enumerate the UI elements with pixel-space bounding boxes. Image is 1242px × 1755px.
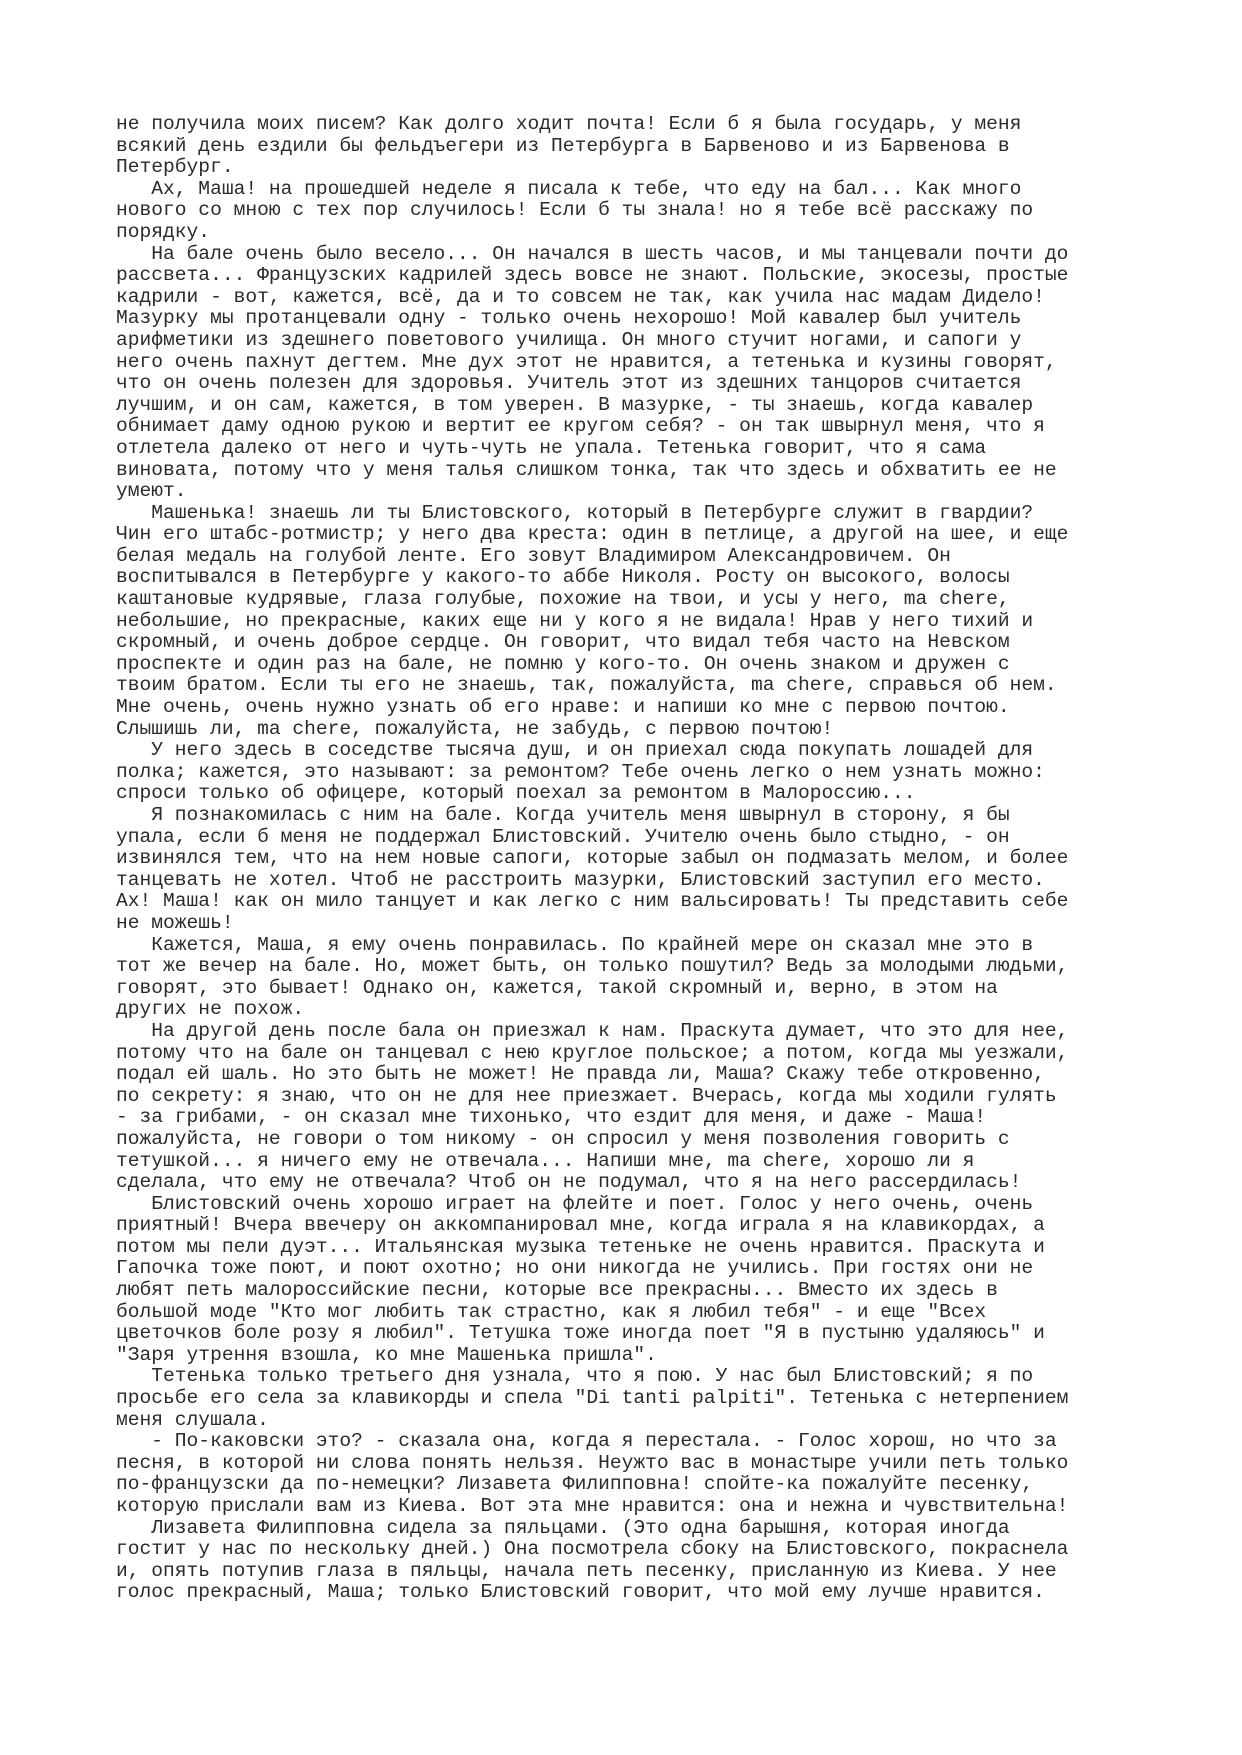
text-line: гостит у нас по нескольку дней.) Она посмотрела сбоку на Блистовского, покраснела (116, 1538, 1069, 1561)
text-line: по-французски да по-немецки? Лизавета Филипповна! спойте-ка пожалуйте песенку, (116, 1473, 1034, 1496)
text-line: приятный! Вчера ввечеру он аккомпанировал мне, когда играла я на клавикордах, а (116, 1214, 1045, 1237)
text-line: каштановые кудрявые, глаза голубые, похожие на твои, и усы у него, ma chere, (116, 588, 1010, 611)
text-line: Кажется, Маша, я ему очень понравилась. По крайней мере он сказал мне это в (116, 933, 1034, 956)
text-line: не получила моих писем? Как долго ходит почта! Если б я была государь, у меня (116, 113, 1022, 135)
text-line: Петербург. (116, 156, 234, 179)
text-line: тетушкой... я ничего ему не отвечала... Напиши мне, ma chere, хорошо ли я (116, 1149, 975, 1172)
text-line: и, опять потупив глаза в пяльцы, начала петь песенку, присланную из Киева. У нее (116, 1559, 1057, 1582)
text-line: всякий день ездили бы фельдъегери из Петербурга в Барвеново и из Барвенова в (116, 134, 1010, 157)
text-line: других не похож. (116, 998, 305, 1021)
text-line: пожалуйста, не говори о том никому - он спросил у меня позволения говорить с (116, 1127, 1010, 1150)
text-line: арифметики из здешнего поветового училища. Он много стучит ногами, и сапоги у (116, 328, 1022, 351)
text-line: умеют. (116, 480, 187, 503)
text-line: белая медаль на голубой ленте. Его зовут Владимиром Александровичем. Он (116, 544, 951, 567)
text-line: цветочков боле розу я любил". Тетушка тоже иногда поет "Я в пустыню удаляюсь" и (116, 1322, 1045, 1345)
text-line: Слышишь ли, ma chere, пожалуйста, не забудь, с первою почтою! (116, 717, 834, 740)
text-line: которую прислали вам из Киева. Вот эта мне нравится: она и нежна и чувствительна! (116, 1495, 1069, 1517)
letter-text (116, 114, 1176, 1604)
text-line: нового со мною с тех пор случилось! Если б ты знала! но я тебе всё расскажу по (116, 199, 1034, 222)
text-line: Лизавета Филипповна сидела за пяльцами. (Это одна барышня, которая иногда (116, 1516, 1010, 1539)
text-line: просьбе его села за клавикорды и спела "Di tanti palpiti". Тетенька с нетерпением (116, 1387, 1069, 1410)
text-line: рассвета... Французских кадрилей здесь вовсе не знают. Польские, экосезы, простые (116, 264, 1069, 287)
text-line: голос прекрасный, Маша; только Блистовский говорит, что мой ему лучше нравится. (116, 1581, 1045, 1604)
text-line: говорят, это бывает! Однако он, кажется, такой скромный и, верно, в этом на (116, 976, 998, 999)
text-line: меня слушала. (116, 1408, 269, 1431)
text-line: - за грибами, - он сказал мне тихонько, что ездит для меня, и даже - Маша! (116, 1106, 987, 1129)
text-line: порядку. (116, 220, 211, 243)
text-line: обнимает даму одною рукою и вертит ее кругом себя? - он так швырнул меня, что я (116, 415, 1045, 438)
text-line: потому что на бале он танцевал с нею круглое польское; а потом, когда мы уезжали, (116, 1041, 1069, 1064)
text-line: что он очень полезен для здоровья. Учитель этот из здешних танцоров считается (116, 372, 1022, 395)
text-line: сделала, что ему не отвечала? Чтоб он не подумал, что я на него рассердилась! (116, 1171, 1022, 1194)
text-line: по секрету: я знаю, что он не для нее приезжает. Вчерась, когда мы ходили гулять (116, 1084, 1057, 1107)
text-line: "Заря утрення взошла, ко мне Машенька пришла". (116, 1343, 657, 1366)
text-line: воспитывался в Петербурге у какого-то аббе Николя. Росту он высокого, волосы (116, 566, 1010, 589)
text-line: танцевать не хотел. Чтоб не расстроить мазурки, Блистовский заступил его место. (116, 868, 1045, 891)
text-line: кадрили - вот, кажется, всё, да и то совсем не так, как учила нас мадам Дидело! (116, 285, 1045, 308)
text-line: На другой день после бала он приезжал к нам. Праскута думает, что это для нее, (116, 1019, 1069, 1042)
text-line: Блистовский очень хорошо играет на флейте и поет. Голос у него очень, очень (116, 1192, 1034, 1215)
text-line: небольшие, но прекрасные, каких еще ни у кого я не видала! Нрав у него тихий и (116, 609, 1034, 632)
text-line: проспекте и один раз на бале, не помню у кого-то. Он очень знаком и дружен с (116, 652, 1010, 675)
text-line: потом мы пели дуэт... Итальянская музыка тетеньке не очень нравится. Праскута и (116, 1235, 1045, 1258)
text-line: него очень пахнут дегтем. Мне дух этот не нравится, а тетенька и кузины говорят, (116, 350, 1057, 373)
text-line: Мне очень, очень нужно узнать об его нраве: и напиши ко мне с первою почтою. (116, 696, 1010, 719)
text-line: подал ей шаль. Но это быть не может! Не правда ли, Маша? Скажу тебе откровенно, (116, 1063, 1045, 1086)
text-line: Ах! Маша! как он мило танцует и как легко с ним вальсировать! Ты представить себе (116, 890, 1069, 913)
text-line: На бале очень было весело... Он начался в шесть часов, и мы танцевали почти до (116, 242, 1069, 265)
text-line: любят петь малороссийские песни, которые все прекрасны... Вместо их здесь в (116, 1279, 998, 1302)
text-line: У него здесь в соседстве тысяча душ, и он приехал сюда покупать лошадей для (116, 739, 1034, 762)
text-line: Мазурку мы протанцевали одну - только очень нехорошо! Мой кавалер был учитель (116, 307, 1022, 330)
text-line: лучшим, и он сам, кажется, в том уверен. В мазурке, - ты знаешь, когда кавалер (116, 393, 1034, 416)
text-line: полка; кажется, это называют: за ремонтом? Тебе очень легко о нем узнать можно: (116, 760, 1045, 783)
text-line: Я познакомилась с ним на бале. Когда учитель меня швырнул в сторону, я бы (116, 804, 1010, 826)
text-line: не можешь! (116, 911, 234, 934)
text-line: большой моде "Кто мог любить так страстно, как я любил тебя" - и еще "Всех (116, 1300, 987, 1323)
text-line: твоим братом. Если ты его не знаешь, так, пожалуйста, ma chere, справься об нем. (116, 674, 1057, 697)
text-line: - По-каковски это? - сказала она, когда я перестала. - Голос хорош, но что за (116, 1430, 1057, 1453)
text-line: Ах, Маша! на прошедшей неделе я писала к тебе, что еду на бал... Как много (116, 177, 1022, 200)
text-line: песня, в которой ни слова понять нельзя. Неужто вас в монастыре учили петь только (116, 1451, 1069, 1474)
text-line: скромный, и очень доброе сердце. Он говорит, что видал тебя часто на Невском (116, 631, 1010, 654)
text-line: отлетела далеко от него и чуть-чуть не упала. Тетенька говорит, что я сама (116, 436, 987, 459)
text-line: виновата, потому что у меня талья слишком тонка, так что здесь и обхватить ее не (116, 458, 1057, 481)
text-line: извинялся тем, что на нем новые сапоги, которые забыл он подмазать мелом, и более (116, 847, 1069, 870)
text-line: спроси только об офицере, который поехал за ремонтом в Малороссию... (116, 782, 916, 805)
text-line: тот же вечер на бале. Но, может быть, он только пошутил? Ведь за молодыми людьми, (116, 955, 1069, 978)
text-line: Гапочка тоже поют, и поют охотно; но они никогда не учились. При гостях они не (116, 1257, 1034, 1280)
text-line: Тетенька только третьего дня узнала, что я пою. У нас был Блистовский; я по (116, 1365, 1034, 1388)
text-line: Чин его штабс-ротмистр; у него два креста: один в петлице, а другой на шее, и еще (116, 523, 1069, 546)
text-line: упала, если б меня не поддержал Блистовский. Учителю очень было стыдно, - он (116, 825, 1010, 848)
text-line: Машенька! знаешь ли ты Блистовского, который в Петербурге служит в гвардии? (116, 501, 1034, 524)
